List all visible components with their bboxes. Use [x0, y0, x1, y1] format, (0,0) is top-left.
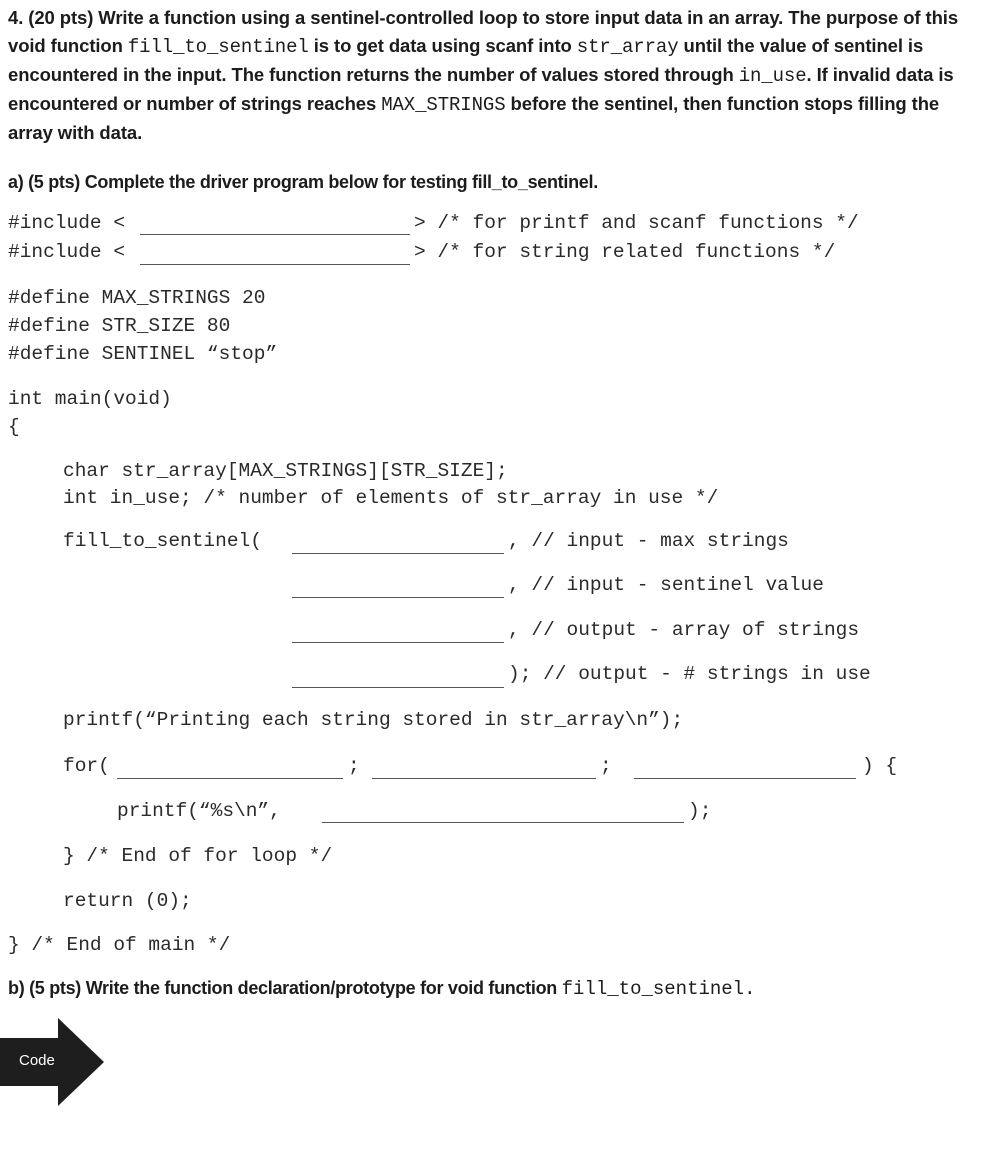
- printf-item-end: );: [688, 800, 712, 822]
- prompt-text: until the value of sentinel is encountered in the input. The function returns the number of values stored through: [8, 35, 924, 85]
- str-array-declaration: char str_array[MAX_STRINGS][STR_SIZE];: [63, 460, 508, 482]
- include-header-blank-2[interactable]: [140, 264, 410, 265]
- arg-blank-in-use[interactable]: [292, 687, 504, 688]
- printf-header-line: printf(“Printing each string stored in str_array\n”);: [63, 709, 684, 731]
- prompt-text: is to get data using scanf into: [308, 35, 577, 56]
- for-close-paren: ) {: [862, 755, 898, 777]
- define-max-strings: #define MAX_STRINGS 20: [8, 287, 266, 309]
- part-b-heading: [8, 978, 756, 1000]
- arg-comment-array: , // output - array of strings: [508, 619, 860, 641]
- main-close: } /* End of main */: [8, 934, 231, 956]
- include-string-comment: > /* for string related functions */: [414, 241, 836, 263]
- part-b-heading-text: b) (5 pts) Write the function declaration/prototype for void function: [8, 978, 562, 998]
- code-arrow-label: Code: [19, 1052, 55, 1069]
- printf-item-blank[interactable]: [322, 822, 684, 823]
- question-prompt: [8, 4, 983, 147]
- in-use-declaration: int in_use; /* number of elements of str_array in use */: [63, 487, 719, 509]
- prompt-text: . If invalid data is encountered or number of strings reaches: [8, 64, 954, 114]
- prompt-function-name: fill_to_sentinel: [127, 36, 309, 58]
- arg-blank-array[interactable]: [292, 642, 504, 643]
- prompt-max-name: MAX_STRINGS: [381, 94, 506, 116]
- main-signature: int main(void): [8, 388, 172, 410]
- prompt-array-name: str_array: [576, 36, 679, 58]
- for-update-blank[interactable]: [634, 778, 856, 779]
- printf-item-start: printf(“%s\n”,: [117, 800, 281, 822]
- arg-comment-max-strings: , // input - max strings: [508, 530, 789, 552]
- for-condition-blank[interactable]: [372, 778, 596, 779]
- return-statement: return (0);: [63, 890, 192, 912]
- fill-call-start: fill_to_sentinel(: [63, 530, 262, 552]
- include-header-blank-1[interactable]: [140, 234, 410, 235]
- for-loop-close: } /* End of for loop */: [63, 845, 333, 867]
- include-stdio-start: #include <: [8, 212, 126, 234]
- prompt-in-use-name: in_use: [738, 65, 807, 87]
- arg-blank-sentinel[interactable]: [292, 597, 504, 598]
- include-string-start: #include <: [8, 241, 126, 263]
- arg-comment-in-use: ); // output - # strings in use: [508, 663, 871, 685]
- part-b-function-name: fill_to_sentinel.: [561, 978, 756, 1000]
- define-sentinel: #define SENTINEL “stop”: [8, 343, 278, 365]
- main-open-brace: {: [8, 416, 20, 438]
- define-str-size: #define STR_SIZE 80: [8, 315, 231, 337]
- prompt-text: 4. (20 pts) Write a function using a sentinel-controlled loop to store input data in an array. The purpose of this void function: [8, 7, 959, 56]
- for-semicolon-1: ;: [348, 755, 360, 777]
- arg-blank-max-strings[interactable]: [292, 553, 504, 554]
- part-a-heading: a) (5 pts) Complete the driver program below for testing fill_to_sentinel.: [8, 172, 598, 192]
- for-start: for(: [63, 755, 110, 777]
- prompt-text: before the sentinel, then function stops filling the array with data.: [8, 93, 940, 143]
- arg-comment-sentinel: , // input - sentinel value: [508, 574, 824, 596]
- include-stdio-comment: > /* for printf and scanf functions */: [414, 212, 859, 234]
- for-init-blank[interactable]: [117, 778, 343, 779]
- for-semicolon-2: ;: [600, 755, 612, 777]
